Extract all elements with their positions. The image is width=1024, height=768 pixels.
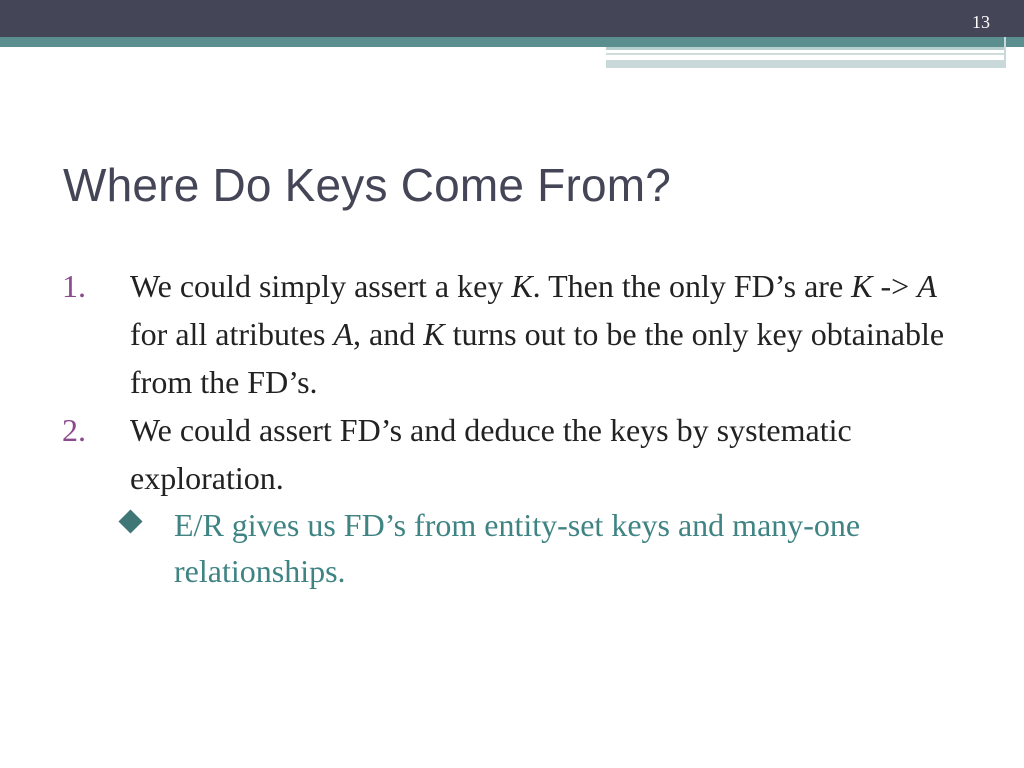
text-run: We could simply assert a key — [130, 268, 512, 304]
variable-k: K — [511, 268, 533, 304]
variable-a: A — [333, 316, 354, 352]
sub-bullet — [116, 502, 982, 594]
list-item — [62, 262, 982, 406]
variable-a: A — [917, 268, 937, 304]
slide-body — [62, 262, 982, 594]
text-run: , and — [353, 316, 424, 352]
list-number: 2. — [62, 412, 86, 448]
list-number: 1. — [62, 268, 86, 304]
decorative-line — [606, 53, 1004, 55]
variable-k: K — [423, 316, 445, 352]
sub-bullet-text: E/R gives us FD’s from entity-set keys and many-one relationships. — [174, 507, 861, 589]
list-item — [62, 406, 982, 502]
header-band — [0, 0, 1024, 37]
text-run: . Then the only FD’s are — [532, 268, 852, 304]
decorative-line — [1004, 37, 1006, 68]
slide-title: Where Do Keys Come From? — [63, 159, 672, 211]
decorative-line — [606, 60, 1006, 68]
list-item-text: We could assert FD’s and deduce the keys by systematic exploration. — [130, 412, 852, 496]
decorative-line — [606, 47, 1004, 50]
text-run: turns out to be the only key obtainable from the FD’s. — [130, 316, 945, 400]
slide-number: 13 — [972, 12, 990, 32]
list-item-text — [130, 262, 982, 406]
text-run: -> — [872, 268, 918, 304]
text-run: for all atributes — [130, 316, 334, 352]
header-accent-band — [0, 37, 1024, 47]
diamond-bullet-icon — [116, 502, 174, 548]
variable-k: K — [851, 268, 873, 304]
